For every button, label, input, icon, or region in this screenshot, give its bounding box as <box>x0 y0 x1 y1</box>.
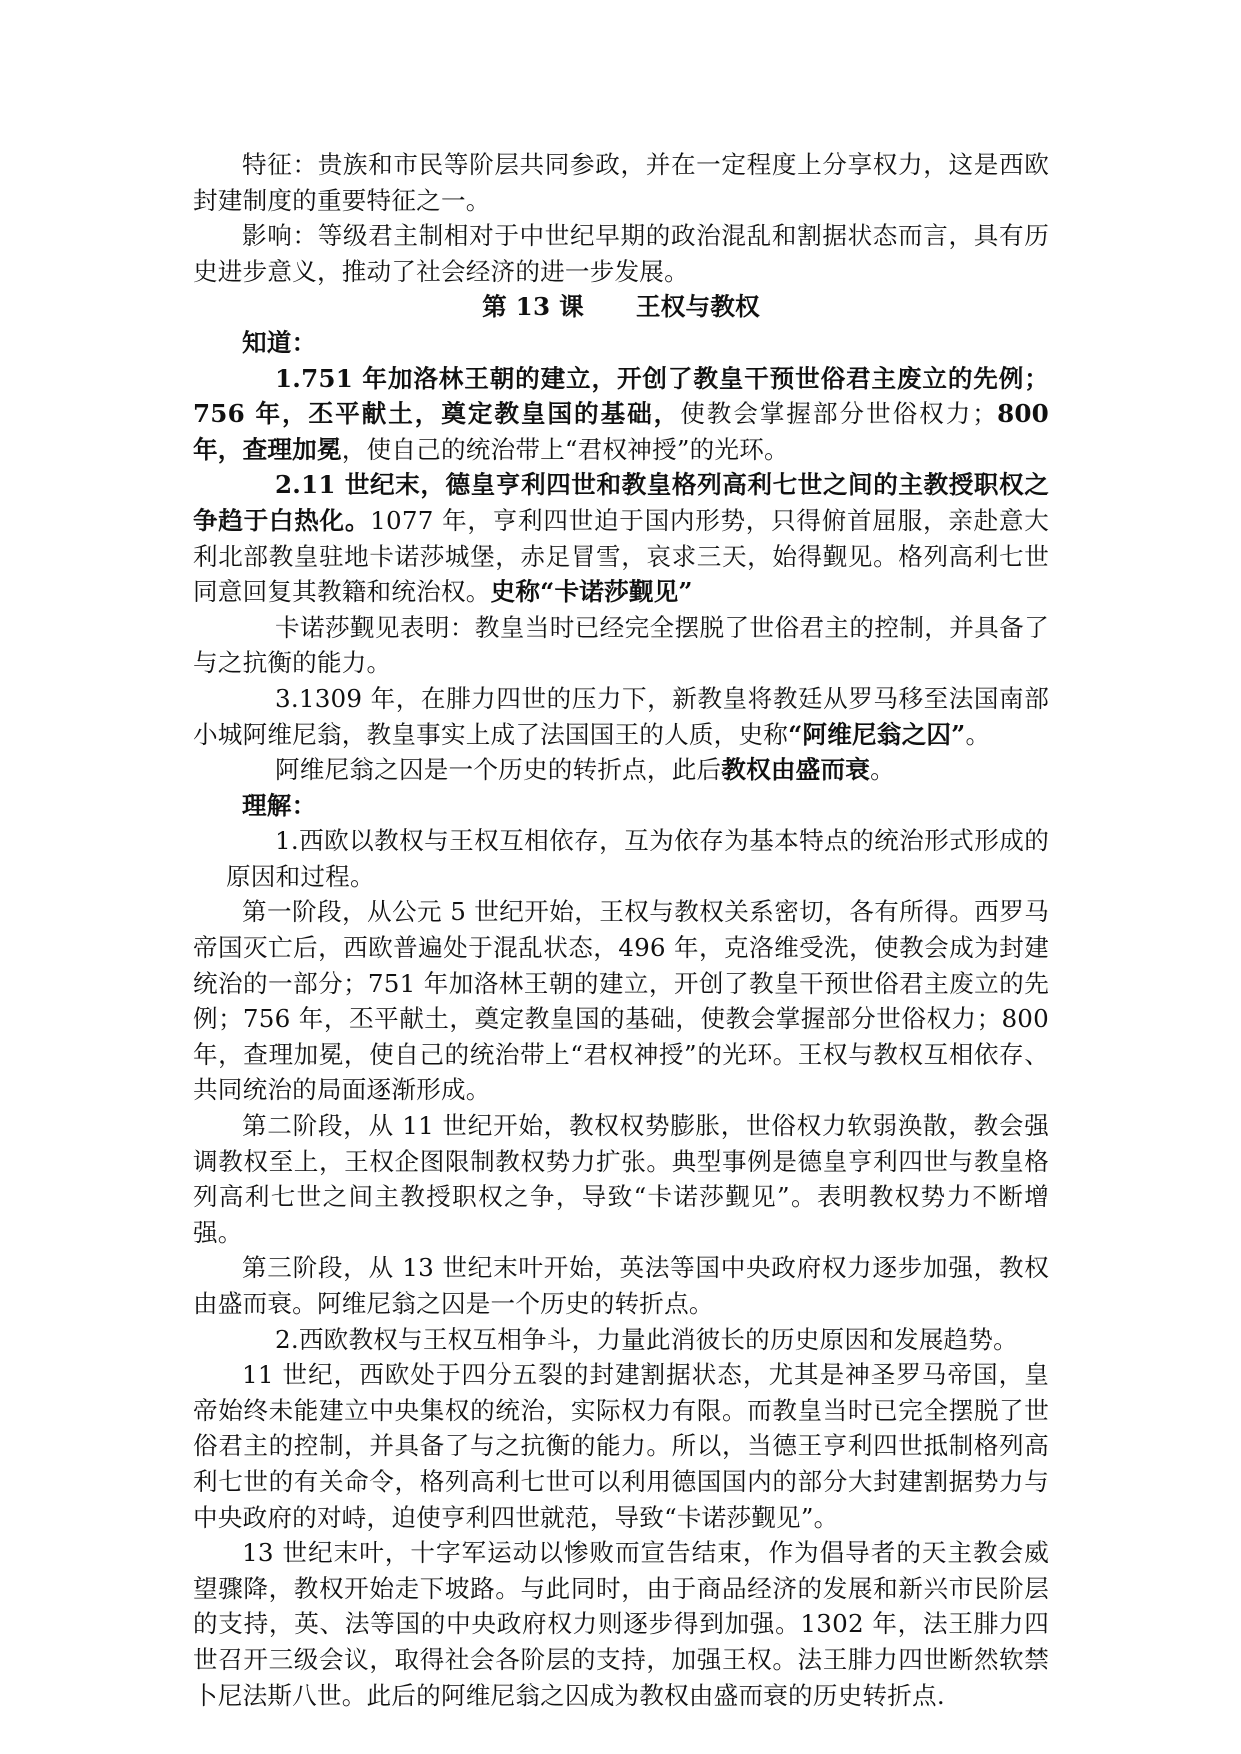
document-page <box>193 147 1049 1713</box>
lesson-title <box>193 289 1049 325</box>
paragraph-influence: 影响：等级君主制相对于中世纪早期的政治混乱和割据状态而言，具有历史进步意义，推动了社会经济的进一步发展。 <box>193 221 1049 286</box>
avignon-meaning-text-b: 。 <box>870 755 895 785</box>
paragraph-feature: 特征：贵族和市民等阶层共同参政，并在一定程度上分享权力，这是西欧封建制度的重要特征之一。 <box>193 150 1049 215</box>
know-item-3-bold-a: “阿维尼翁之囚” <box>788 719 966 749</box>
stage-2: 第二阶段，从 11 世纪开始，教权权势膨胀，世俗权力软弱涣散，教会强调教权至上，王权企图限制教权势力扩张。典型事例是德皇亨利四世与教皇格列高利七世之间主教授职权之争，导致“卡诺莎觐见”。表明教权势力不断增强。 <box>193 1111 1049 1247</box>
question-2: 2.西欧教权与王权互相争斗，力量此消彼长的历史原因和发展趋势。 <box>275 1324 1018 1354</box>
canossa-meaning: 卡诺莎觐见表明：教皇当时已经完全摆脱了世俗君主的控制，并具备了与之抗衡的能力。 <box>193 612 1049 678</box>
question-1-block <box>193 823 1049 894</box>
know-item-2-text-a: 1077 年，亨利四世迫于国内形势，只得俯首屈服，亲赴意大利北部教皇驻地卡诺莎城堡，赤足冒雪，哀求三天，始得觐见。格列高利七世同意回复其教籍和统治权。 <box>193 505 1049 607</box>
know-item-1-bold-b: 800 年，查理加冕 <box>193 399 1049 464</box>
know-item-1-text-b: ，使自己的统治带上“君权神授”的光环。 <box>341 434 789 464</box>
stage-1: 第一阶段，从公元 5 世纪开始，王权与教权关系密切，各有所得。西罗马帝国灭亡后，西欧普遍处于混乱状态，496 年，克洛维受洗，使教会成为封建统治的一部分；751 年加洛林王朝的建立，开创了教皇干预世俗君主废立的先例；756 年，丕平献土，奠定教皇国的基础，使教会掌握部分世俗权力；800 年，查理加冕，使自己的统治带上“君权神授”的光环。王权与教权互相依存、共同统治的局面逐渐形成。 <box>193 897 1049 1105</box>
know-item-2 <box>193 467 1049 609</box>
know-item-2-bold-b: 史称“卡诺莎觐见” <box>490 577 693 607</box>
know-item-1-bold-a: 1.751 年加洛林王朝的建立，开创了教皇干预世俗君主废立的先例；756 年，丕平献土，奠定教皇国的基础， <box>193 363 1049 429</box>
century-13-paragraph: 13 世纪末叶，十字军运动以惨败而宣告结束，作为倡导者的天主教会威望骤降，教权开始走下坡路。与此同时，由于商品经济的发展和新兴市民阶层的支持，英、法等国的中央政府权力则逐步得到加强。1302 年，法王腓力四世召开三级会议，取得社会各阶层的支持，加强王权。法王腓力四世断然软禁卜尼法斯八世。此后的阿维尼翁之囚成为教权由盛而衰的历史转折点. <box>193 1538 1049 1710</box>
lesson-number: 第 13 课 <box>482 292 584 322</box>
know-item-3-text-a: 3.1309 年，在腓力四世的压力下，新教皇将教廷从罗马移至法国南部小城阿维尼翁，教皇事实上成了法国国王的人质，史称 <box>193 683 1049 749</box>
section-label-know: 知道： <box>242 327 317 357</box>
know-item-1 <box>193 361 1049 468</box>
know-item-2-bold-a: 2.11 世纪末，德皇亨利四世和教皇格列高利七世之间的主教授职权之争趋于白热化。 <box>193 470 1049 535</box>
century-11-paragraph: 11 世纪，西欧处于四分五裂的封建割据状态，尤其是神圣罗马帝国，皇帝始终未能建立中央集权的统治，实际权力有限。而教皇当时已完全摆脱了世俗君主的控制，并具备了与之抗衡的能力。所以，当德王亨利四世抵制格列高利七世的有关命令，格列高利七世可以利用德国国内的部分大封建割据势力与中央政府的对峙，迫使亨利四世就范，导致“卡诺莎觐见”。 <box>193 1360 1049 1532</box>
know-item-1-text-a: 使教会掌握部分世俗权力； <box>680 399 998 429</box>
avignon-meaning <box>193 752 1049 788</box>
question-1: 1.西欧以教权与王权互相依存，互为依存为基本特点的统治形式形成的原因和过程。 <box>226 826 1049 891</box>
avignon-meaning-text-a: 阿维尼翁之囚是一个历史的转折点，此后 <box>275 755 722 785</box>
avignon-meaning-bold-a: 教权由盛而衰 <box>721 755 871 785</box>
section-label-understand: 理解： <box>242 790 317 820</box>
lesson-name: 王权与教权 <box>635 292 760 322</box>
stage-3: 第三阶段，从 13 世纪末叶开始，英法等国中央政府权力逐步加强，教权由盛而衰。阿维尼翁之囚是一个历史的转折点。 <box>193 1253 1049 1318</box>
know-item-3-text-b: 。 <box>965 719 991 749</box>
know-item-3 <box>193 681 1049 752</box>
